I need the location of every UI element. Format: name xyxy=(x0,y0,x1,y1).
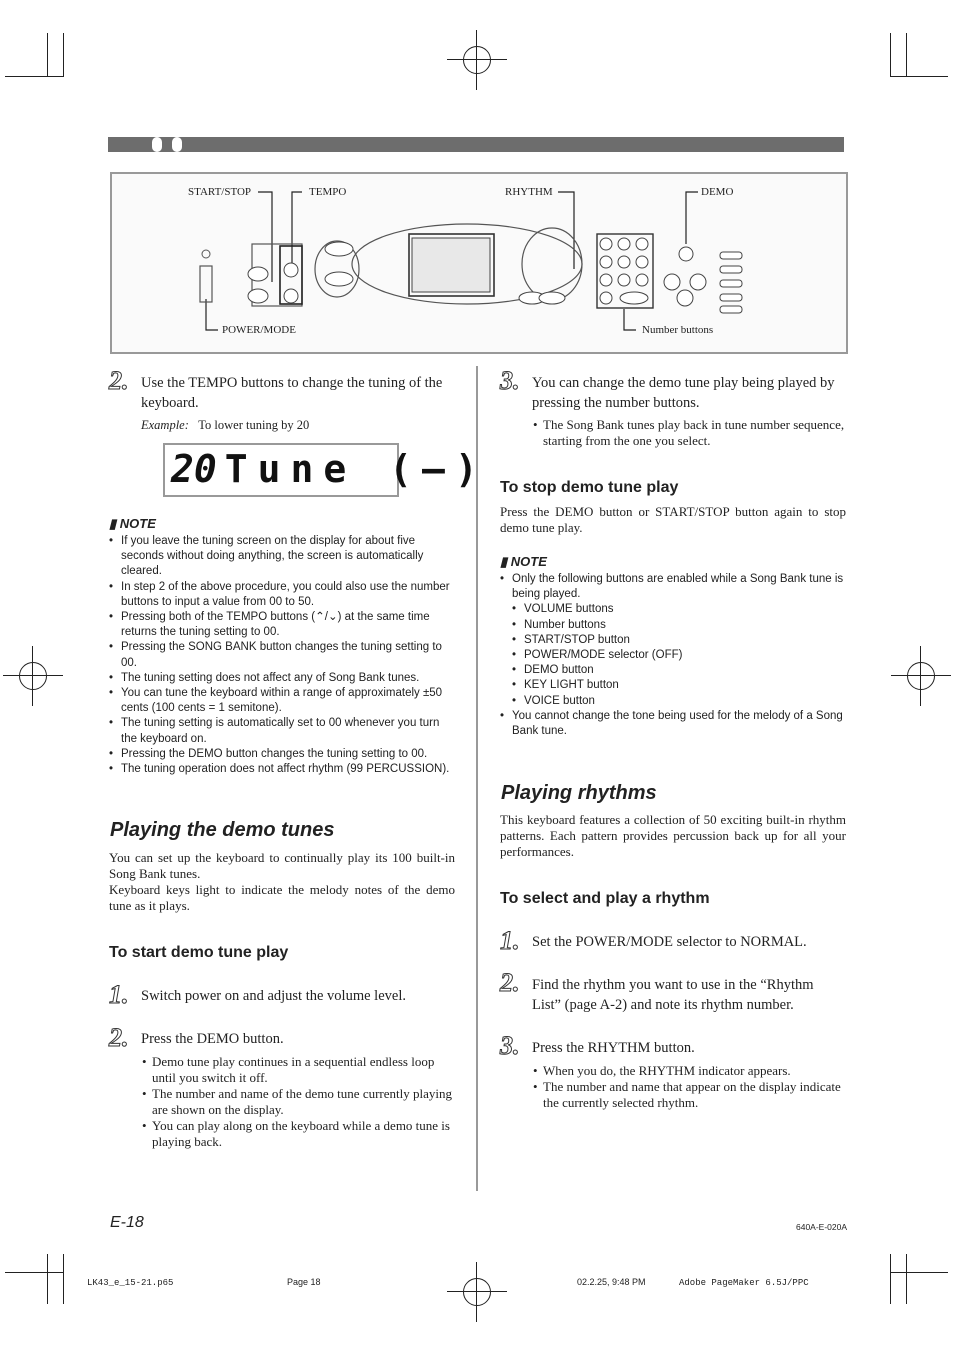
note-subitem: • DEMO button xyxy=(500,663,846,678)
step-text: You can change the demo tune play being played by pressing the number buttons. xyxy=(532,375,835,411)
list-item: • You can play along on the keyboard while a demo tune is playing back. xyxy=(142,1118,455,1150)
note-title-text: NOTE xyxy=(510,554,547,569)
step-text: Find the rhythm you want to use in the “Rhythm List” (page A-2) and note its rhythm number. xyxy=(532,977,814,1013)
note-item: • Pressing the DEMO button changes the tuning setting to 00. xyxy=(109,747,455,762)
subheading-select-rhythm: To select and play a rhythm xyxy=(500,890,710,907)
list-item: • The number and name that appear on the display indicate the currently selected rhythm. xyxy=(533,1079,845,1111)
step-number: 3. xyxy=(500,366,520,395)
rhythm-bullets xyxy=(533,1063,845,1111)
note-item: • You cannot change the tone being used for the melody of a Song Bank tune. xyxy=(500,709,846,739)
example-line xyxy=(141,417,441,433)
note-title-text: NOTE xyxy=(119,516,156,531)
step-number: 3. xyxy=(500,1031,520,1060)
note-item: • You can tune the keyboard within a range of approximately ±50 cents (100 cents = 1 semitone). xyxy=(109,686,455,716)
step-number: 1. xyxy=(500,926,520,955)
step-number: 2. xyxy=(500,968,520,997)
step-text: Set the POWER/MODE selector to NORMAL. xyxy=(532,934,807,950)
note-subitem: • KEY LIGHT button xyxy=(500,678,846,693)
crop-mark xyxy=(47,1254,48,1304)
step-text: Use the TEMPO buttons to change the tuning of the keyboard. xyxy=(141,375,443,411)
step-number: 2. xyxy=(109,1023,129,1052)
demo-bullets xyxy=(142,1054,455,1150)
step3-bullets xyxy=(533,417,845,449)
example-label: Example: xyxy=(141,418,189,432)
step-text: Press the RHYTHM button. xyxy=(532,1040,695,1056)
start-stop-label: START/STOP xyxy=(188,186,252,198)
rhythms-paragraph: This keyboard features a collection of 50 exciting built-in rhythm patterns. Each pattern provides percussion back up for all your performances. xyxy=(500,812,846,859)
note-item: • Only the following buttons are enabled while a Song Bank tune is being played. xyxy=(500,572,846,602)
step-number: 1. xyxy=(109,980,129,1009)
note-subitem: • VOLUME buttons xyxy=(500,602,846,617)
crop-mark xyxy=(47,33,48,77)
crop-mark xyxy=(5,76,63,77)
lcd-number: 20 xyxy=(171,447,217,491)
subheading-stop-demo: To stop demo tune play xyxy=(500,479,679,496)
header-bar-notch xyxy=(152,137,162,152)
crop-mark xyxy=(890,1272,948,1273)
footer-date: 02.2.25, 9:48 PM xyxy=(577,1277,646,1287)
section-heading-demo: Playing the demo tunes xyxy=(110,819,335,841)
note-item: • The tuning setting does not affect any of Song Bank tunes. xyxy=(109,671,455,686)
subheading-start-demo: To start demo tune play xyxy=(109,944,289,961)
step-text: Switch power on and adjust the volume level. xyxy=(141,988,406,1004)
power-mode-label: POWER/MODE xyxy=(222,324,296,336)
note-item: • Pressing both of the TEMPO buttons (⌃/⌄) at the same time returns the tuning setting to 00. xyxy=(109,610,455,640)
number-buttons-label: Number buttons xyxy=(642,324,714,336)
crop-mark xyxy=(906,33,907,77)
crop-mark xyxy=(890,1254,891,1304)
keyboard-panel-diagram xyxy=(110,172,848,354)
tempo-label: TEMPO xyxy=(309,186,347,198)
footer-app: Adobe PageMaker 6.5J/PPC xyxy=(679,1278,809,1288)
list-item: • When you do, the RHYTHM indicator appears. xyxy=(533,1063,845,1079)
lcd-text xyxy=(171,447,488,491)
note-subitem: • VOICE button xyxy=(500,694,846,709)
registration-mark xyxy=(447,30,507,90)
step-text: Press the DEMO button. xyxy=(141,1031,284,1047)
demo-paragraph: You can set up the keyboard to continually play its 100 built-in Song Bank tunes. xyxy=(109,850,455,881)
page-number: E-18 xyxy=(110,1214,144,1231)
list-item: • The Song Bank tunes play back in tune number sequence, starting from the one you select. xyxy=(533,417,845,449)
step-number: 2. xyxy=(109,366,129,395)
document-code: 640A-E-020A xyxy=(796,1222,848,1232)
header-bar-notch xyxy=(172,137,182,152)
footer-page: Page 18 xyxy=(287,1277,321,1287)
crop-mark xyxy=(63,33,64,77)
note-title: ▮ NOTE xyxy=(109,516,156,531)
crop-mark xyxy=(890,33,891,77)
crop-mark xyxy=(906,1254,907,1304)
note-item: • In step 2 of the above procedure, you could also use the number buttons to input a value from 00 to 50. xyxy=(109,580,455,610)
stop-paragraph: Press the DEMO button or START/STOP button again to stop demo tune play. xyxy=(500,504,846,535)
crop-mark xyxy=(5,1272,63,1273)
note-title: ▮ NOTE xyxy=(500,554,547,569)
note-list xyxy=(500,572,846,739)
example-text: To lower tuning by 20 xyxy=(198,418,310,432)
note-list xyxy=(109,534,455,777)
note-item: • The tuning setting is automatically set to 00 whenever you turn the keyboard on. xyxy=(109,716,455,746)
registration-mark xyxy=(3,646,63,706)
footer-file: LK43_e_15-21.p65 xyxy=(87,1278,174,1288)
note-item: • If you leave the tuning screen on the display for about five seconds without doing anything, the screen is automatically cleared. xyxy=(109,534,455,580)
note-item: • The tuning operation does not affect rhythm (99 PERCUSSION). xyxy=(109,762,455,777)
registration-mark xyxy=(891,646,951,706)
demo-label: DEMO xyxy=(701,186,734,198)
list-item: • The number and name of the demo tune currently playing are shown on the display. xyxy=(142,1086,455,1118)
crop-mark xyxy=(63,1254,64,1304)
demo-paragraph: Keyboard keys light to indicate the melody notes of the demo tune as it plays. xyxy=(109,882,455,913)
lcd-message: Tune (–) xyxy=(224,447,488,491)
note-subitem: • START/STOP button xyxy=(500,633,846,648)
list-item: • Demo tune play continues in a sequential endless loop until you switch it off. xyxy=(142,1054,455,1086)
section-heading-rhythms: Playing rhythms xyxy=(501,782,657,804)
registration-mark xyxy=(447,1262,507,1322)
keyboard-panel-illustration xyxy=(112,174,846,352)
note-item: • Pressing the SONG BANK button changes the tuning setting to 00. xyxy=(109,640,455,670)
lcd-display xyxy=(163,443,488,497)
note-subitem: • POWER/MODE selector (OFF) xyxy=(500,648,846,663)
header-bar xyxy=(108,137,844,152)
crop-mark xyxy=(890,76,948,77)
note-subitem: • Number buttons xyxy=(500,618,846,633)
rhythm-label: RHYTHM xyxy=(505,186,553,198)
